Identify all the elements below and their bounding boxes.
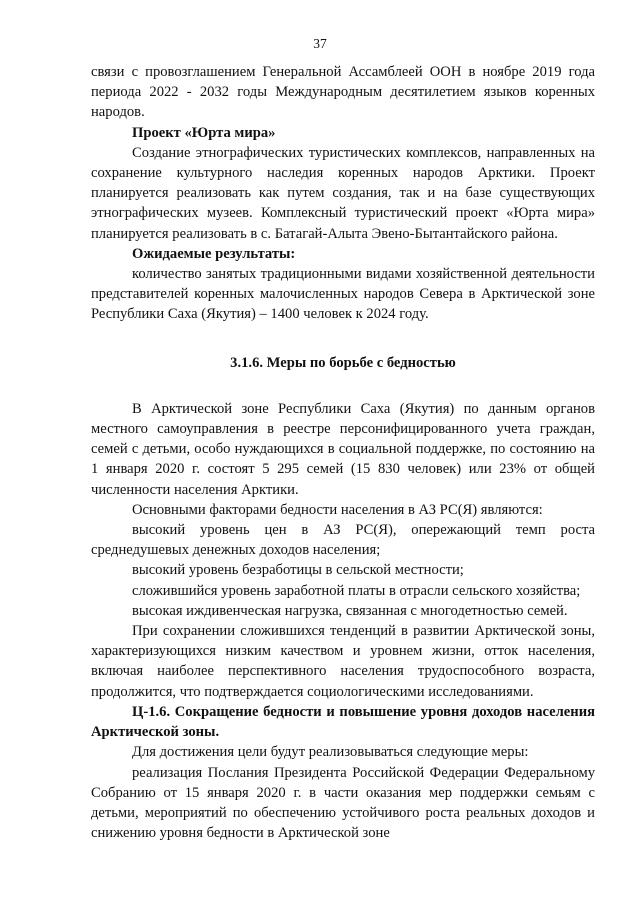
paragraph-yurt-description: Создание этнографических туристических комплексов, направленных на сохранение культурного наследия коренных народов Арктики. Проект планируется реализовать как путем создания, так и на базе существующих этнографических музеев. Комплексный туристический проект «Юрта мира» планируется реализовать в с. Батагай-Алыта Эвено-Бытантайского района.: [91, 144, 595, 242]
paragraph-trends: При сохранении сложившихся тенденций в развитии Арктической зоны, характеризующихся низким качеством и уровнем жизни, отток населения, включая наиболее перспективного населения трудоспособного возраста, продолжится, что подтверждается социологическими исследованиями.: [91, 623, 595, 700]
list-item-unemployment: высокий уровень безработицы в сельской местности;: [132, 562, 464, 579]
list-item-wages: сложившийся уровень заработной платы в отрасли сельского хозяйства;: [132, 582, 581, 599]
heading-yurt-project: Проект «Юрта мира»: [132, 124, 276, 141]
paragraph-un-decade: связи с провозглашением Генеральной Ассамблеей ООН в ноябре 2019 года периода 2022 - 2032 годы Международным десятилетием языков коренных народов.: [91, 64, 595, 121]
paragraph-poverty-statistics: В Арктической зоне Республики Саха (Якутия) по данным органов местного самоуправления в реестре персонифицированного учета граждан, семей с детьми, особо нуждающихся в социальной поддержке, по состоянию на 1 января 2020 г. состоят 5 295 семей (15 830 человек) или 23% от общей численности населения Арктики.: [91, 400, 595, 498]
list-item-dependency-load: высокая иждивенческая нагрузка, связанная с многодетностью семей.: [132, 602, 568, 619]
section-heading-poverty: 3.1.6. Меры по борьбе с бедностью: [230, 354, 456, 371]
page-number: 37: [313, 36, 327, 51]
paragraph-presidential-message: реализация Послания Президента Российской Федерации Федеральному Собранию от 15 января 2020 г. в части оказания мер поддержки семьям с детьми, мероприятий по обеспечению устойчивого роста реальных доходов и снижению уровня бедности в Арктической зоне: [91, 764, 595, 842]
paragraph-measures-intro: Для достижения цели будут реализовываться следующие меры:: [132, 744, 529, 761]
goal-heading-c16: Ц-1.6. Сокращение бедности и повышение уровня доходов населения Арктической зоны.: [91, 703, 595, 741]
list-item-high-prices: высокий уровень цен в АЗ РС(Я), опережающий темп роста среднедушевых денежных доходов населения;: [91, 522, 595, 559]
heading-expected-results: Ожидаемые результаты:: [132, 245, 296, 262]
paragraph-poverty-factors-intro: Основными факторами бедности населения в АЗ РС(Я) являются:: [132, 501, 543, 518]
paragraph-expected-results: количество занятых традиционными видами хозяйственной деятельности представителей коренных малочисленных народов Севера в Арктической зоне Республики Саха (Якутия) – 1400 человек к 2024 году.: [91, 266, 595, 323]
page-body: [91, 62, 595, 843]
